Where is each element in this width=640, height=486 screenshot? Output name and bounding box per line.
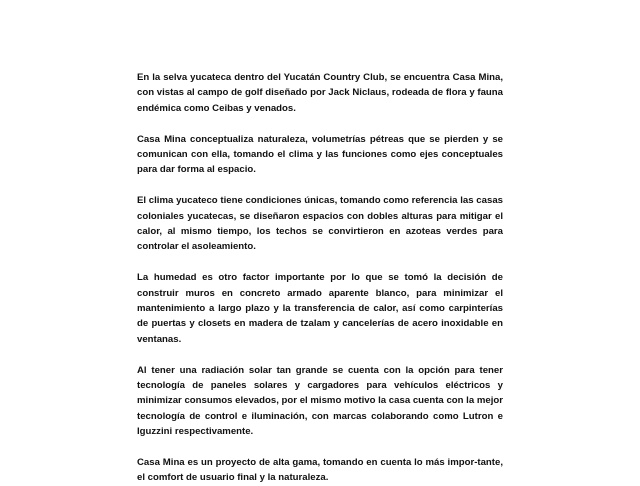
paragraph-location: En la selva yucateca dentro del Yucatán Country Club, se encuentra Casa Mina, con vistas al campo de golf diseñado por Jack Niclaus, rodeada de flora y fauna endémica como Ceibas y venados. <box>137 72 503 114</box>
document-body <box>137 70 503 486</box>
paragraph-climate: El clima yucateco tiene condiciones únicas, tomando como referencia las casas coloniales yucatecas, se diseñaron espacios con dobles alturas para mitigar el calor, al mismo tiempo, los techos se convirtieron en azoteas verdes para controlar el asoleamiento. <box>137 195 503 253</box>
paragraph-conclusion: Casa Mina es un proyecto de alta gama, tomando en cuenta lo más impor-tante, el comfort de usuario final y la naturaleza. <box>137 457 503 484</box>
paragraph-concept: Casa Mina conceptualiza naturaleza, volumetrías pétreas que se pierden y se comunican con ella, tomando el clima y las funciones como ejes conceptuales para dar forma al espacio. <box>137 133 503 176</box>
paragraph-technology: Al tener una radiación solar tan grande se cuenta con la opción para tener tecnología de paneles solares y cargadores para vehículos eléctricos y minimizar consumos elevados, por el mismo motivo la casa cuenta con la mejor tecnología de control e iluminación, con marcas colaborando como Lutron e Iguzzini respectivamente. <box>137 364 503 438</box>
paragraph-materials: La humedad es otro factor importante por lo que se tomó la decisión de construir muros en concreto armado aparente blanco, para minimizar el mantenimiento a largo plazo y la transferencia de calor, así como carpinterías de puertas y closets en madera de tzalam y cancelerías de acero inoxidable en ventanas. <box>137 272 503 345</box>
